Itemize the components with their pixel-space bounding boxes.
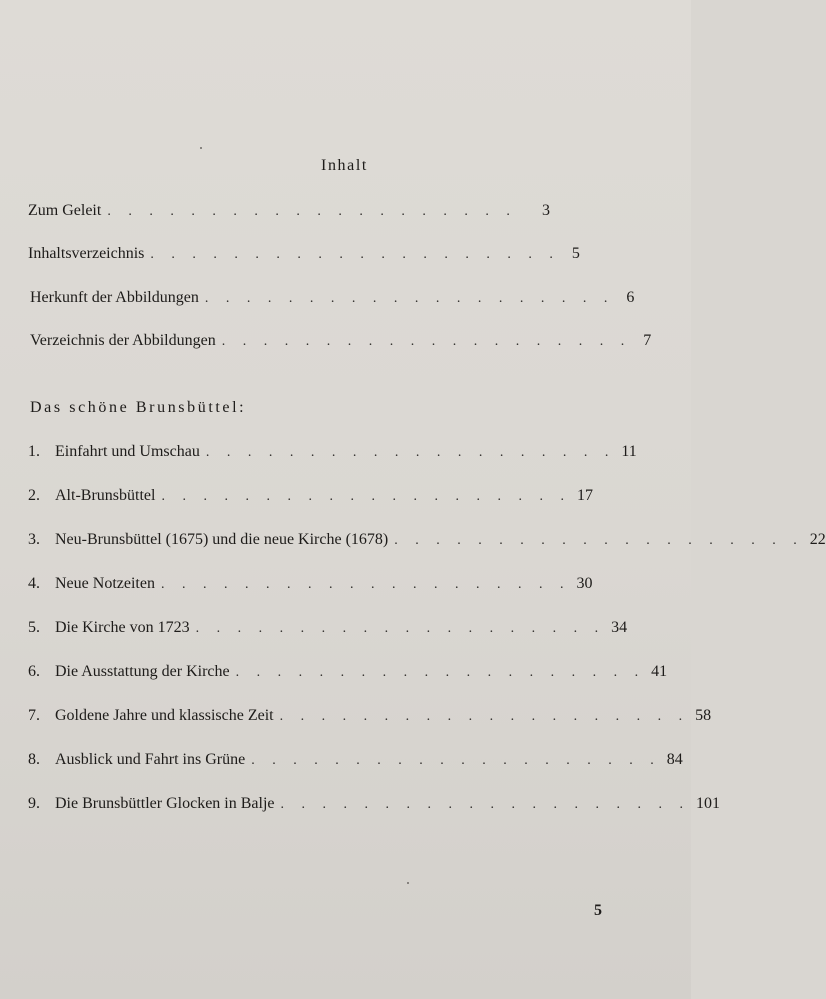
chapter-page-number: 17 <box>576 487 593 504</box>
dot-leader: . . . . . . . . . . . . . . . . . . . . <box>160 577 571 592</box>
chapter-1 <box>28 441 637 463</box>
chapter-page-number: 11 <box>621 443 637 460</box>
chapter-9 <box>28 793 721 815</box>
chapter-title: Einfahrt und Umschau <box>55 443 200 460</box>
dot-leader: . . . . . . . . . . . . . . . . . . . . <box>107 204 517 219</box>
chapter-5 <box>28 617 628 639</box>
toc-page-number: 7 <box>643 332 652 349</box>
toc-page-number: 5 <box>571 245 580 262</box>
chapter-7 <box>28 705 712 727</box>
chapter-number: 1. <box>28 443 40 460</box>
chapter-number: 7. <box>28 707 40 724</box>
chapter-page-number: 22 <box>809 531 826 548</box>
chapter-page-number: 84 <box>666 751 683 768</box>
paper-speck <box>200 147 202 149</box>
chapter-page-number: 30 <box>576 575 593 592</box>
heading-text: Inhalt <box>321 157 368 174</box>
chapter-title: Die Brunsbüttler Glocken in Balje <box>55 795 275 812</box>
chapter-2 <box>28 485 593 507</box>
toc-entry-herkunft <box>30 287 635 309</box>
chapter-page-number: 34 <box>611 619 628 636</box>
dot-leader: . . . . . . . . . . . . . . . . . . . . <box>195 621 606 636</box>
chapter-title: Alt-Brunsbüttel <box>55 487 156 504</box>
chapter-title: Neue Notzeiten <box>55 575 155 592</box>
dot-leader: . . . . . . . . . . . . . . . . . . . . <box>280 797 691 812</box>
dot-leader: . . . . . . . . . . . . . . . . . . . . <box>161 489 571 504</box>
chapter-number: 3. <box>28 531 40 548</box>
toc-entry-label: Zum Geleit <box>28 202 102 219</box>
page-number: 5 <box>594 902 602 919</box>
chapter-title: Goldene Jahre und klassische Zeit <box>55 707 274 724</box>
chapter-title: Die Kirche von 1723 <box>55 619 190 636</box>
chapter-number: 4. <box>28 575 40 592</box>
dot-leader: . . . . . . . . . . . . . . . . . . . . <box>205 445 616 460</box>
dot-leader: . . . . . . . . . . . . . . . . . . . . <box>235 665 646 680</box>
chapter-3 <box>28 529 826 551</box>
chapter-4 <box>28 573 593 595</box>
toc-entry-verzeichnis <box>30 330 652 352</box>
chapter-page-number: 41 <box>651 663 668 680</box>
chapter-8 <box>28 749 683 771</box>
toc-entry-label: Verzeichnis der Abbildungen <box>30 332 216 349</box>
dot-leader: . . . . . . . . . . . . . . . . . . . . <box>221 334 632 349</box>
toc-page-number: 3 <box>542 202 550 219</box>
chapter-number: 2. <box>28 487 40 504</box>
toc-page-number: 6 <box>626 289 635 306</box>
chapter-page-number: 58 <box>695 707 712 724</box>
toc-entry-label: Inhaltsverzeichnis <box>28 245 145 262</box>
dot-leader: . . . . . . . . . . . . . . . . . . . . <box>394 533 804 548</box>
dot-leader: . . . . . . . . . . . . . . . . . . . . <box>279 709 690 724</box>
toc-entry-label: Herkunft der Abbildungen <box>30 289 199 306</box>
toc-entry-zum-geleit <box>28 200 550 222</box>
toc-entry-inhaltsverzeichnis <box>28 243 580 265</box>
chapter-6 <box>28 661 668 683</box>
chapter-title: Die Ausstattung der Kirche <box>55 663 230 680</box>
chapter-page-number: 101 <box>696 795 721 812</box>
chapter-number: 5. <box>28 619 40 636</box>
chapter-number: 8. <box>28 751 40 768</box>
page-title <box>0 157 691 175</box>
section-heading: Das schöne Brunsbüttel: <box>30 399 247 416</box>
dot-leader: . . . . . . . . . . . . . . . . . . . . <box>204 291 615 306</box>
chapter-title: Ausblick und Fahrt ins Grüne <box>55 751 246 768</box>
chapter-number: 9. <box>28 795 40 812</box>
chapter-number: 6. <box>28 663 40 680</box>
paper-speck <box>407 882 409 884</box>
dot-leader: . . . . . . . . . . . . . . . . . . . . <box>150 247 560 262</box>
dot-leader: . . . . . . . . . . . . . . . . . . . . <box>251 753 661 768</box>
chapter-title: Neu-Brunsbüttel (1675) und die neue Kirche (1678) <box>55 531 389 548</box>
